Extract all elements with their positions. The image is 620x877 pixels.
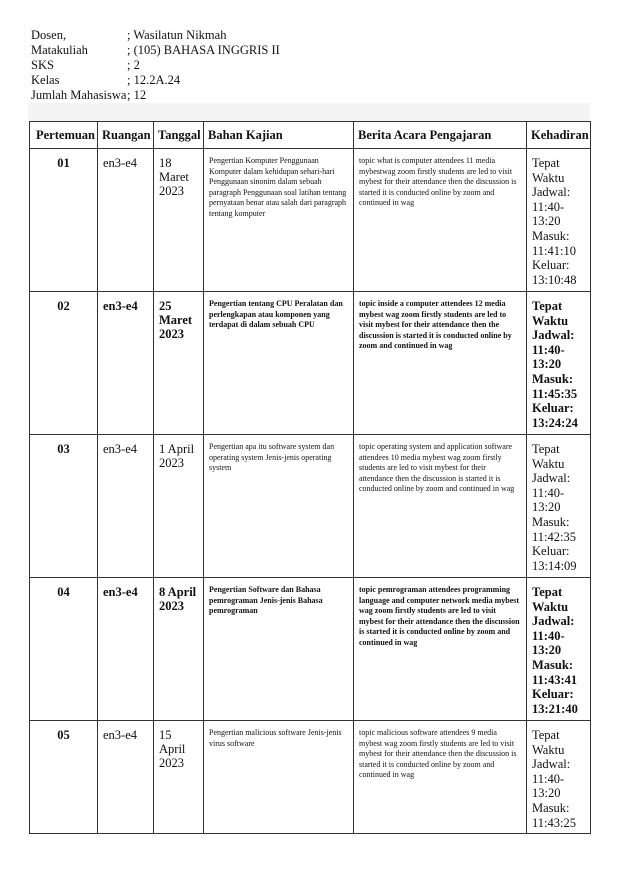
attendance-line: Tepat: [532, 442, 560, 456]
attendance-line: 13:20: [532, 643, 562, 658]
info-label: Jumlah Mahasiswa: [31, 88, 127, 102]
date-cell: 8 April 2023: [154, 578, 204, 721]
table-row: [30, 292, 591, 435]
attendance-line: Tepat: [532, 585, 563, 599]
date-cell: 25 Maret 2023: [154, 292, 204, 435]
attendance-line: Waktu: [532, 456, 565, 471]
header-meeting: Pertemuan: [30, 122, 98, 149]
date-cell: 1 April 2023: [154, 435, 204, 578]
attendance-line: 11:45:35: [532, 386, 578, 401]
attendance-line: 13:20: [532, 500, 561, 515]
info-row-lecturer: [31, 28, 280, 43]
date-cell: 18 Maret 2023: [154, 149, 204, 292]
header-attendance: Kehadiran: [527, 122, 591, 149]
attendance-line: 11:43:25: [532, 815, 576, 830]
info-value: ; 12.2A.24: [127, 73, 181, 87]
attendance-line: Masuk:: [532, 371, 573, 386]
header-room: Ruangan: [98, 122, 154, 149]
teaching-report-cell: topic what is computer attendees 11 media mybestwag zoom firstly students are led to visit mybest for their attendance then the discussion is started it is conducted online by zoom and continued in wag: [354, 149, 527, 292]
attendance-line: 13:21:40: [532, 701, 578, 716]
attendance-line: Masuk:: [532, 800, 570, 815]
attendance-line: Waktu: [532, 313, 569, 328]
material-cell: Pengertian apa itu software system dan operating system Jenis-jenis operating system: [204, 435, 354, 578]
attendance-line: 11:43:41: [532, 672, 578, 687]
info-row-class: [31, 73, 280, 88]
attendance-line: Keluar:: [532, 258, 570, 273]
info-label: Kelas: [31, 73, 60, 87]
attendance-line: Jadwal:: [532, 471, 571, 486]
attendance-line: 11:40-: [532, 199, 565, 214]
attendance-line: Waktu: [532, 742, 565, 757]
header-band: [28, 103, 590, 121]
material-cell: Pengertian Software dan Bahasa pemrograman Jenis-jenis Bahasa pemrograman: [204, 578, 354, 721]
attendance-line: 11:40-: [532, 485, 565, 500]
room-cell: en3-e4: [98, 435, 154, 578]
info-row-students: [31, 88, 280, 103]
table-row: [30, 435, 591, 578]
meeting-number: 01: [30, 149, 98, 292]
attendance-line: Keluar:: [532, 544, 570, 559]
attendance-cell: [527, 578, 591, 721]
date-cell: 15 April 2023: [154, 721, 204, 834]
info-row-course: [31, 43, 280, 58]
attendance-line: Masuk:: [532, 514, 570, 529]
attendance-line: 13:20: [532, 786, 561, 801]
material-cell: Pengertian malicious software Jenis-jenis virus software: [204, 721, 354, 834]
teaching-report-cell: topic malicious software attendees 9 media mybest wag zoom firstly students are led to visit mybest for their attendance then the discussion is started it is conducted online by zoom and continued in wag: [354, 721, 527, 834]
attendance-line: Keluar:: [532, 401, 574, 416]
meeting-number: 04: [30, 578, 98, 721]
room-cell: en3-e4: [98, 721, 154, 834]
meeting-number: 03: [30, 435, 98, 578]
attendance-line: 11:41:10: [532, 243, 576, 258]
material-cell: Pengertian Komputer Penggunaan Komputer dalam kehidupan sehari-hari Penggunaan sinonim dalam sebuah paragraph Penggunaan soal latihan tentang pernyataan benar atau salah dari paragraph tentang komputer: [204, 149, 354, 292]
table-row: [30, 149, 591, 292]
attendance-line: 13:14:09: [532, 558, 577, 573]
material-cell: Pengertian tentang CPU Peralatan dan perlengkapan atau komponen yang terdapat di dalam sebuah CPU: [204, 292, 354, 435]
attendance-line: 11:40-: [532, 771, 565, 786]
attendance-cell: [527, 435, 591, 578]
header-material: Bahan Kajian: [204, 122, 354, 149]
course-info: [31, 28, 280, 103]
info-value: ; Wasilatun Nikmah: [127, 28, 227, 42]
attendance-line: Keluar:: [532, 687, 574, 702]
info-value: ; 2: [127, 58, 140, 72]
attendance-table: [29, 121, 591, 834]
attendance-line: Tepat: [532, 728, 560, 742]
header-date: Tanggal: [154, 122, 204, 149]
teaching-report-cell: topic pemrograman attendees programming language and computer network media mybest wag zoom firstly students are led to visit mybest for their attendance then the discussion is started it is conducted online by zoom and continued in wag: [354, 578, 527, 721]
info-label: Matakuliah: [31, 43, 88, 57]
attendance-line: Masuk:: [532, 228, 570, 243]
attendance-line: Waktu: [532, 599, 569, 614]
attendance-line: 11:40-: [532, 628, 565, 643]
room-cell: en3-e4: [98, 149, 154, 292]
attendance-line: Tepat: [532, 299, 563, 313]
table-row: [30, 578, 591, 721]
info-value: ; (105) BAHASA INGGRIS II: [127, 43, 280, 57]
attendance-cell: [527, 721, 591, 834]
meeting-number: 02: [30, 292, 98, 435]
attendance-line: Jadwal:: [532, 185, 571, 200]
info-value: ; 12: [127, 88, 147, 102]
attendance-line: Jadwal:: [532, 328, 575, 343]
attendance-line: 13:24:24: [532, 415, 578, 430]
attendance-line: Waktu: [532, 170, 565, 185]
attendance-cell: [527, 292, 591, 435]
info-row-credits: [31, 58, 280, 73]
header-teaching-report: Berita Acara Pengajaran: [354, 122, 527, 149]
table-row: [30, 721, 591, 834]
info-label: Dosen,: [31, 28, 67, 42]
attendance-line: 13:20: [532, 357, 562, 372]
attendance-line: Jadwal:: [532, 614, 575, 629]
attendance-line: Masuk:: [532, 657, 573, 672]
meeting-number: 05: [30, 721, 98, 834]
table-header-row: [30, 122, 591, 149]
teaching-report-cell: topic operating system and application software attendees 10 media mybest wag zoom firstly students are led to visit mybest for their attendance then the discussion is started it is conducted online by zoom and continued in wag: [354, 435, 527, 578]
attendance-line: 11:42:35: [532, 529, 576, 544]
room-cell: en3-e4: [98, 578, 154, 721]
teaching-report-cell: topic inside a computer attendees 12 media mybest wag zoom firstly students are led to visit mybest for their attendance then the discussion is started it is conducted online by zoom and continued in wag: [354, 292, 527, 435]
attendance-cell: [527, 149, 591, 292]
attendance-line: Tepat: [532, 156, 560, 170]
attendance-line: 11:40-: [532, 342, 565, 357]
attendance-line: 13:10:48: [532, 272, 577, 287]
info-label: SKS: [31, 58, 54, 72]
room-cell: en3-e4: [98, 292, 154, 435]
attendance-line: 13:20: [532, 214, 561, 229]
attendance-line: Jadwal:: [532, 757, 571, 772]
